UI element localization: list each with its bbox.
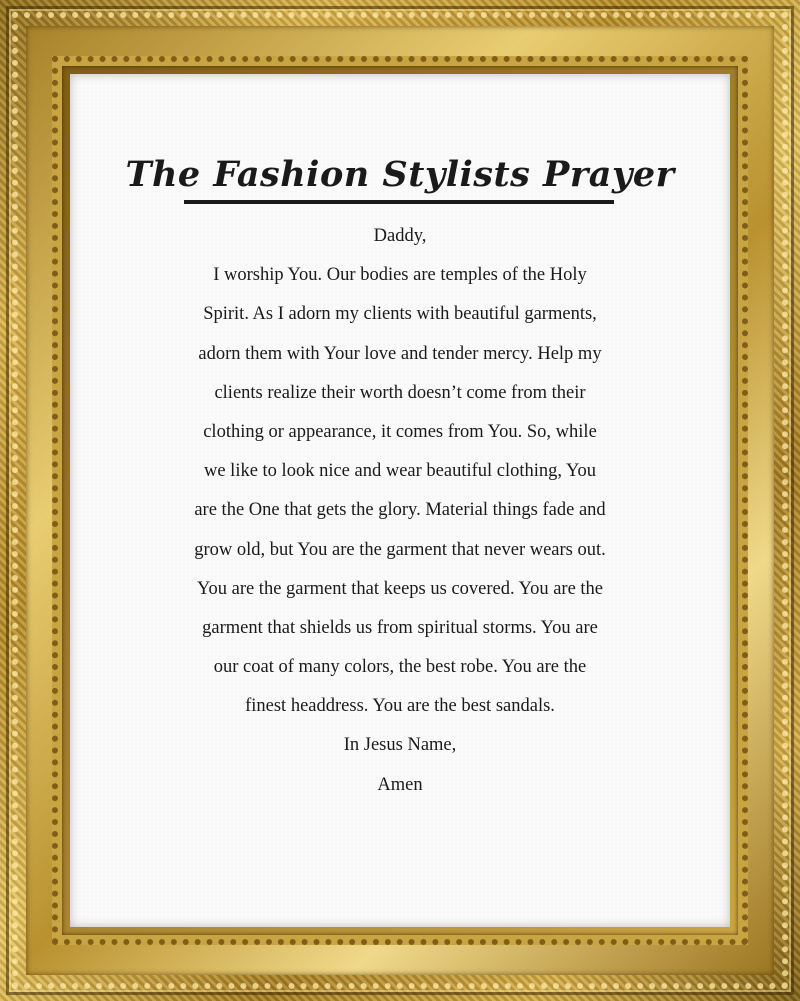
prayer-line: our coat of many colors, the best robe. You are the bbox=[213, 657, 587, 678]
prayer-paper bbox=[70, 74, 730, 927]
title-underline bbox=[184, 200, 614, 204]
prayer-line: clients realize their worth doesn’t come from their bbox=[214, 382, 586, 403]
prayer-body bbox=[70, 220, 730, 808]
prayer-line: clothing or appearance, it comes from You. So, while bbox=[203, 421, 597, 442]
prayer-amen: Amen bbox=[377, 774, 423, 795]
prayer-line: I worship You. Our bodies are temples of the Holy bbox=[213, 265, 587, 286]
prayer-line: are the One that gets the glory. Material things fade and bbox=[194, 500, 606, 521]
prayer-line: we like to look nice and wear beautiful clothing, You bbox=[203, 461, 596, 482]
prayer-line: adorn them with Your love and tender mercy. Help my bbox=[198, 343, 602, 364]
prayer-line: finest headdress. You are the best sandals. bbox=[245, 696, 555, 717]
prayer-line: Daddy, bbox=[373, 226, 427, 246]
prayer-line: You are the garment that keeps us covered. You are the bbox=[196, 578, 604, 599]
prayer-title: The Fashion Stylists Prayer bbox=[125, 154, 675, 195]
prayer-line: garment that shields us from spiritual storms. You are bbox=[202, 617, 598, 638]
prayer-line: grow old, but You are the garment that never wears out. bbox=[194, 539, 606, 560]
prayer-closing-line: In Jesus Name, bbox=[343, 735, 457, 756]
prayer-line: Spirit. As I adorn my clients with beautiful garments, bbox=[203, 304, 597, 325]
